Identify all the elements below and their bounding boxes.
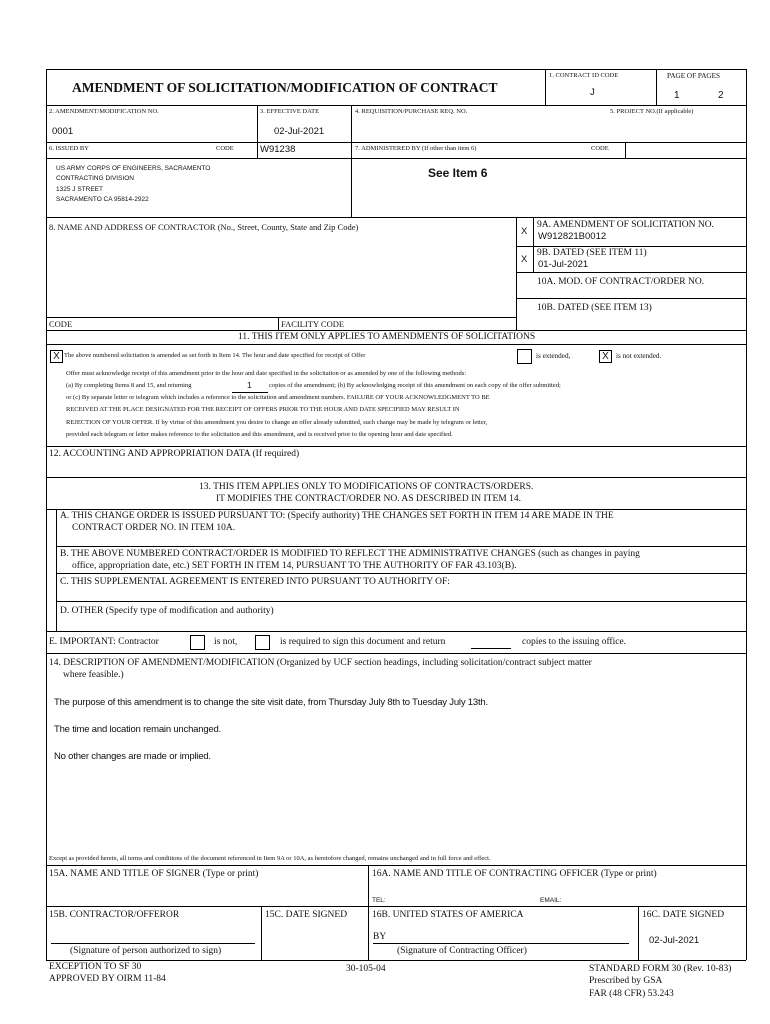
contractor-label: 8. NAME AND ADDRESS OF CONTRACTOR (No., Street, County, State and Zip Code): [49, 222, 359, 232]
label-16a: 16A. NAME AND TITLE OF CONTRACTING OFFICER (Type or print): [372, 869, 657, 879]
footer-center: 30-105-04: [346, 964, 386, 974]
label-15b: 15B. CONTRACTOR/OFFEROR: [49, 910, 180, 920]
label-10b: 10B. DATED (SEE ITEM 13): [537, 303, 652, 313]
item13b-l2: office, appropriation date, etc.) SET FORTH IN ITEM 14, PURSUANT TO THE AUTHORITY OF FAR 43.103(B).: [72, 561, 517, 571]
copies-to-label: copies to the issuing office.: [522, 637, 627, 647]
value-9a: W912821B0012: [538, 231, 607, 242]
value-9b: 01-Jul-2021: [538, 259, 589, 270]
footer-left-2: APPROVED BY OIRM 11-84: [49, 974, 166, 984]
address-line: 1325 J STREET: [56, 185, 103, 193]
contract-id-code-label: 1. CONTRACT ID CODE: [549, 72, 619, 79]
not-extended-checkbox[interactable]: X: [599, 350, 612, 363]
important-label: E. IMPORTANT: Contractor: [49, 637, 159, 647]
offer-line: provided each telegram or letter makes reference to the solicitation and this amendment, and is received prior to the opening hour and date specified.: [66, 431, 453, 438]
req-no-label: 4. REQUISITION/PURCHASE REQ. NO.: [355, 108, 468, 115]
description-line: The purpose of this amendment is to change the site visit date, from Thursday July 8th to Tuesday July 13th.: [54, 697, 488, 708]
offer-line: REJECTION OF YOUR OFFER. If by virtue of this amendment you desire to change an offer already submitted, such change may be made by telegram or letter,: [66, 419, 488, 426]
copies-returned: 1: [247, 380, 252, 390]
item14-l1: 14. DESCRIPTION OF AMENDMENT/MODIFICATION (Organized by UCF section headings, including solicitation/contract subject matter: [49, 658, 592, 668]
footer-left-1: EXCEPTION TO SF 30: [49, 962, 142, 972]
form-title: AMENDMENT OF SOLICITATION/MODIFICATION OF CONTRACT: [72, 80, 498, 95]
item11-amended-checkbox[interactable]: X: [50, 350, 63, 363]
item11-text: The above numbered solicitation is amended as set forth in Item 14. The hour and date specified for receipt of Offer: [64, 352, 366, 359]
address-line: US ARMY CORPS OF ENGINEERS, SACRAMENTO: [56, 165, 211, 172]
is-extended-label: is extended,: [536, 352, 571, 360]
date-16c: 02-Jul-2021: [649, 935, 700, 946]
footer-right-3: FAR (48 CFR) 53.243: [589, 989, 674, 999]
footer-right-1: STANDARD FORM 30 (Rev. 10-83): [589, 964, 732, 974]
label-15a: 15A. NAME AND TITLE OF SIGNER (Type or print): [49, 869, 259, 879]
page-count: 2: [718, 90, 724, 101]
signature-officer-label: (Signature of Contracting Officer): [397, 946, 527, 956]
is-not-label: is not,: [214, 637, 238, 647]
issued-code-label: CODE: [216, 145, 234, 152]
effective-date: 02-Jul-2021: [274, 126, 325, 137]
is-not-extended-label: is not extended.: [616, 352, 662, 360]
offer-line: or (c) By separate letter or telegram which includes a reference to the solicitation and amendment numbers. FAILURE OF YOUR ACKNOWLEDGMENT TO BE: [66, 394, 490, 401]
footer-right-2: Prescribed by GSA: [589, 976, 663, 986]
issued-by-label: 6. ISSUED BY: [49, 145, 89, 152]
code-label: CODE: [49, 319, 73, 329]
offer-line: RECEIVED AT THE PLACE DESIGNATED FOR THE RECEIPT OF OFFERS PRIOR TO THE HOUR AND DATE SPECIFIED MAY RESULT IN: [66, 406, 460, 413]
is-required-label: is required to sign this document and return: [280, 637, 446, 647]
tel-label: TEL:: [372, 897, 386, 904]
item13-header-l2: IT MODIFIES THE CONTRACT/ORDER NO. AS DESCRIBED IN ITEM 14.: [216, 494, 521, 504]
item13a-l2: CONTRACT ORDER NO. IN ITEM 10A.: [72, 523, 236, 533]
see-item-6: See Item 6: [428, 166, 488, 180]
item13-header-l1: 13. THIS ITEM APPLIES ONLY TO MODIFICATIONS OF CONTRACTS/ORDERS.: [199, 482, 534, 492]
amend-no: 0001: [52, 126, 74, 137]
item13c: C. THIS SUPPLEMENTAL AGREEMENT IS ENTERED INTO PURSUANT TO AUTHORITY OF:: [60, 577, 450, 587]
item13d: D. OTHER (Specify type of modification and authority): [60, 606, 274, 616]
address-line: SACRAMENTO CA 95814-2922: [56, 195, 149, 203]
administered-by-label: 7. ADMINISTERED BY (If other than item 6): [355, 145, 477, 152]
effective-date-label: 3. EFFECTIVE DATE: [260, 108, 320, 115]
administered-code-label: CODE: [591, 145, 609, 152]
email-label: EMAIL:: [540, 897, 562, 904]
label-16b: 16B. UNITED STATES OF AMERICA: [372, 910, 524, 920]
page-of-pages-label: PAGE OF PAGES: [667, 72, 720, 80]
contract-id-code: J: [590, 87, 595, 98]
label-15c: 15C. DATE SIGNED: [265, 910, 348, 920]
label-10a: 10A. MOD. OF CONTRACT/ORDER NO.: [537, 277, 705, 287]
facility-code-label: FACILITY CODE: [281, 319, 345, 329]
is-not-checkbox[interactable]: [190, 635, 205, 650]
extended-checkbox[interactable]: [517, 349, 532, 364]
item12-label: 12. ACCOUNTING AND APPROPRIATION DATA (If required): [49, 449, 300, 459]
description-line: No other changes are made or implied.: [54, 751, 211, 762]
description-line: The time and location remain unchanged.: [54, 724, 222, 735]
except-text: Except as provided herein, all terms and conditions of the document referenced in Item 9A or 10A, as heretofore changed, remains unchanged and in full force and effect.: [49, 855, 491, 862]
is-required-checkbox[interactable]: [255, 635, 270, 650]
item11-header: 11. THIS ITEM ONLY APPLIES TO AMENDMENTS OF SOLICITATIONS: [238, 332, 536, 342]
mark-9b: X: [521, 254, 528, 265]
label-9b: 9B. DATED (SEE ITEM 11): [537, 248, 647, 258]
project-no-label: 5. PROJECT NO.(If applicable): [610, 108, 694, 115]
amend-no-label: 2. AMENDMENT/MODIFICATION NO.: [49, 108, 159, 115]
issuer-address: [56, 164, 210, 205]
offer-line: Offer must acknowledge receipt of this amendment prior to the hour and date specified in the solicitation or as amended by one of the following methods:: [66, 370, 467, 377]
offer-line: copies of the amendment; (b) By acknowledging receipt of this amendment on each copy of the offer submitted;: [269, 382, 561, 389]
offer-line: (a) By completing Items 8 and 15, and returning: [66, 382, 192, 389]
item14-l2: where feasible.): [63, 670, 124, 680]
signature-person-label: (Signature of person authorized to sign): [70, 946, 222, 956]
issued-code: W91238: [260, 144, 296, 155]
page-number: 1: [674, 90, 680, 101]
label-9a: 9A. AMENDMENT OF SOLICITATION NO.: [537, 220, 714, 230]
item13b-l1: B. THE ABOVE NUMBERED CONTRACT/ORDER IS MODIFIED TO REFLECT THE ADMINISTRATIVE CHANGES (such as changes in paying: [60, 549, 640, 559]
mark-9a: X: [521, 226, 528, 237]
address-line: CONTRACTING DIVISION: [56, 175, 135, 183]
by-label: BY: [373, 932, 387, 942]
item13a-l1: A. THIS CHANGE ORDER IS ISSUED PURSUANT TO: (Specify authority) THE CHANGES SET FORTH IN ITEM 14 ARE MADE IN THE: [60, 511, 614, 521]
label-16c: 16C. DATE SIGNED: [642, 910, 725, 920]
